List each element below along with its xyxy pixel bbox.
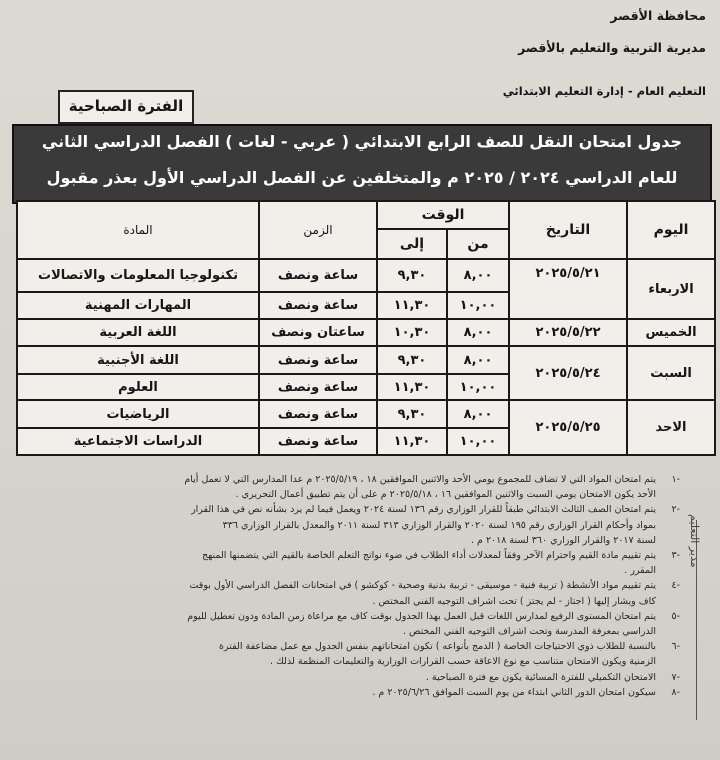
duration-cell: ساعتان ونصف (259, 319, 377, 346)
duration-cell: ساعة ونصف (259, 292, 377, 319)
header-day: اليوم (627, 201, 715, 259)
note-line: سيكون امتحان الدور الثاني ابتداء من يوم السبت الموافق ٢٠٢٥/٦/٢٦ م . (372, 686, 656, 698)
header-date: التاريخ (509, 201, 627, 259)
note-line: الأحد يكون الامتحان يومي السبت والاثنين الموافقين ١٦ ، ٢٠٢٥/٥/١٨ م على أن يتم تطبيق أعمال التحريري . (235, 489, 656, 501)
from-cell: ١٠,٠٠ (447, 428, 509, 455)
subject-cell: العلوم (17, 374, 259, 400)
from-cell: ٨,٠٠ (447, 346, 509, 374)
date-cell: ٢٠٢٥/٥/٢٢ (509, 319, 627, 346)
note-number: -٢ (671, 504, 680, 516)
note-line: بمواد وأحكام القرار الوزاري رقم ١٩٥ لسنة ٢٠٢٠ والقرار الوزاري ٣١٣ لسنة ٢٠١١ والمعدل بالقرار الوزاري ٣٣٦ (222, 519, 656, 531)
note-line: يتم امتحان الصف الثالث الابتدائي طبقاً للقرار الوزاري رقم ١٣٦ لسنة ٢٠٢٤ ويعمل فيما لم يرد بشأنه نص في هذا القرار (191, 504, 656, 516)
governorate-label: محافظة الأقصر (610, 8, 706, 23)
note-item (30, 472, 680, 502)
note-number: -٧ (671, 671, 680, 683)
from-cell: ٨,٠٠ (447, 400, 509, 428)
note-line: كاف ويشار إليها ( اجتاز - لم يجتز ) تحت اشراف التوجيه الفني المختص . (372, 595, 656, 607)
duration-cell: ساعة ونصف (259, 346, 377, 374)
day-cell: الاحد (627, 400, 715, 455)
to-cell: ٩,٣٠ (377, 346, 447, 374)
day-cell: الخميس (627, 319, 715, 346)
from-cell: ٨,٠٠ (447, 259, 509, 292)
title-line-2: للعام الدراسي ٢٠٢٤ / ٢٠٢٥ م والمتخلفين عن الفصل الدراسي الأول بعذر مقبول (46, 168, 678, 187)
day-cell: الاربعاء (627, 259, 715, 319)
note-number: -٤ (671, 580, 680, 592)
note-line: لسنة ٢٠١٧ والقرار الوزاري ٣٦٠ لسنة ٢٠١٨ م . (471, 534, 656, 546)
note-item (30, 578, 680, 608)
note-line: يتم امتحان المستوى الرفيع لمدارس اللغات قبل العمل بهذا الجدول بوقت كاف مع مراعاة زمن المادة ودون تعطيل لليوم (187, 610, 656, 622)
to-cell: ١١,٣٠ (377, 428, 447, 455)
to-cell: ١١,٣٠ (377, 292, 447, 319)
note-number: -١ (671, 474, 680, 485)
subject-cell: اللغة الأجنبية (17, 346, 259, 374)
note-line: الزمنية ويكون الامتحان متناسب مع نوع الاعاقة حسب القرارات الوزارية والتعليمات المنظمة لذلك . (270, 656, 656, 668)
shift-label: الفترة الصباحية (58, 90, 194, 124)
administration-label: التعليم العام - إدارة التعليم الابتدائي (502, 84, 706, 98)
date-cell: ٢٠٢٥/٥/٢٤ (509, 346, 627, 400)
duration-cell: ساعة ونصف (259, 259, 377, 292)
duration-cell: ساعة ونصف (259, 374, 377, 400)
header-time: الوقت (377, 201, 509, 229)
duration-cell: ساعة ونصف (259, 428, 377, 455)
note-number: -٨ (671, 686, 680, 698)
note-line: يتم تقييم مادة القيم واحترام الآخر وفقاً لمعدلات أداء الطلاب في ضوء نواتج التعلم الخاصة بالقيم التي يتضمنها المنهج (202, 550, 656, 562)
from-cell: ٨,٠٠ (447, 319, 509, 346)
duration-cell: ساعة ونصف (259, 400, 377, 428)
margin-note: مدير التعليم (688, 514, 701, 568)
to-cell: ٩,٣٠ (377, 400, 447, 428)
to-cell: ٩,٣٠ (377, 259, 447, 292)
to-cell: ١١,٣٠ (377, 374, 447, 400)
table-row (17, 346, 715, 374)
notes-list (30, 472, 680, 700)
note-line: بالنسبة للطلاب ذوي الاحتياجات الخاصة ( الدمج بأنواعه ) تكون امتحاناتهم بنفس الجدول مع عمل مضاعفة الفترة (219, 641, 656, 653)
header-to: إلى (377, 229, 447, 259)
note-item (30, 670, 680, 685)
subject-cell: الرياضيات (17, 400, 259, 428)
note-item (30, 639, 680, 669)
note-line: المقرر . (624, 565, 656, 577)
header-duration: الزمن (259, 201, 377, 259)
subject-cell: المهارات المهنية (17, 292, 259, 319)
note-number: -٦ (671, 641, 680, 653)
date-cell: ٢٠٢٥/٥/٢١ (509, 259, 627, 319)
date-cell: ٢٠٢٥/٥/٢٥ (509, 400, 627, 455)
exam-schedule-table (16, 200, 716, 456)
note-number: -٣ (671, 550, 680, 562)
table-row (17, 259, 715, 292)
day-cell: السبت (627, 346, 715, 400)
note-item (30, 548, 680, 578)
to-cell: ١٠,٣٠ (377, 319, 447, 346)
note-item (30, 609, 680, 639)
note-item (30, 685, 680, 700)
from-cell: ١٠,٠٠ (447, 292, 509, 319)
note-number: -٥ (671, 610, 680, 622)
table-row (17, 319, 715, 346)
note-line: الامتحان التكميلي للفترة المسائية يكون مع فترة الصباحية . (425, 671, 656, 683)
directorate-label: مديرية التربية والتعليم بالأقصر (518, 40, 706, 55)
note-item (30, 502, 680, 548)
header-from: من (447, 229, 509, 259)
from-cell: ١٠,٠٠ (447, 374, 509, 400)
subject-cell: تكنولوجيا المعلومات والاتصالات (17, 259, 259, 292)
margin-signature-mark (688, 510, 708, 730)
header-subject: المادة (17, 201, 259, 259)
title-line-1: جدول امتحان النقل للصف الرابع الابتدائي ( عربي - لغات ) الفصل الدراسي الثاني (41, 132, 683, 151)
note-line: يتم امتحان المواد التي لا تضاف للمجموع يومي الأحد والاثنين الموافقين ١٨ ، ٢٠٢٥/٥/١٩ م عدا المدارس التي لا تعمل أيام (184, 474, 656, 485)
table-row (17, 400, 715, 428)
subject-cell: اللغة العربية (17, 319, 259, 346)
subject-cell: الدراسات الاجتماعية (17, 428, 259, 455)
note-line: يتم تقييم مواد الأنشطة ( تربية فنية - موسيقى - تربية بدنية وصحية - كوكشو ) في امتحانات الفصل الدراسي الأول بوقت (189, 580, 656, 592)
note-line: الدراسي بمعرفة المدرسة وتحت اشراف التوجيه الفني المختص . (402, 626, 656, 638)
title-banner (12, 124, 712, 204)
